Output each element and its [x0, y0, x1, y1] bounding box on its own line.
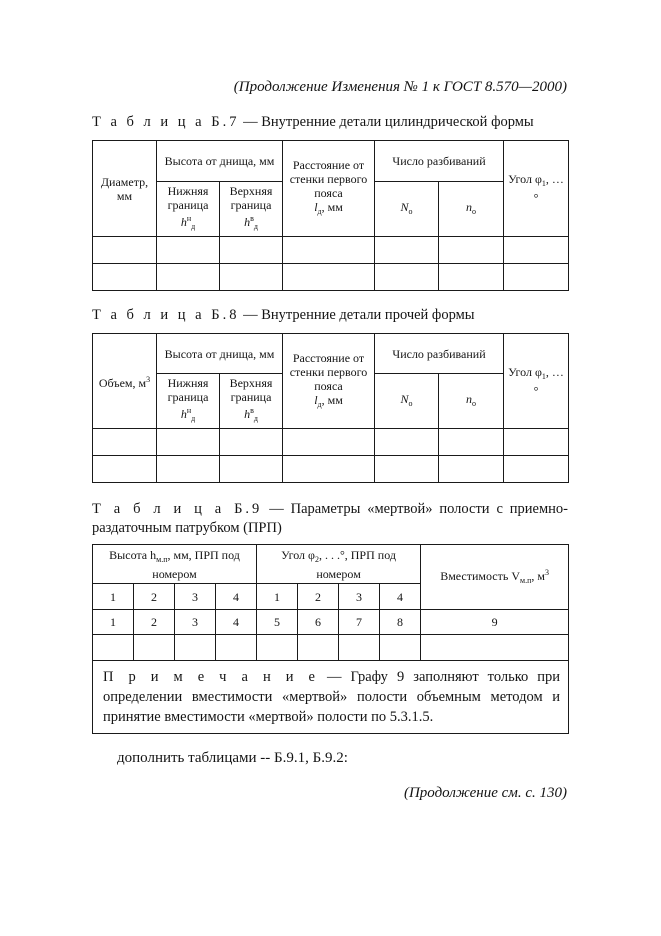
b8-n-symbol: n — [466, 391, 472, 406]
b9-height-tail: , мм, ПРП под номером — [152, 547, 240, 581]
b8-n-sub: о — [472, 398, 476, 408]
b7-upper-h: h — [244, 215, 251, 229]
b7-l-sub: д — [317, 207, 322, 216]
table-b8-caption-text: — Внутренние детали прочей формы — [239, 307, 475, 323]
b7-n-sub: о — [472, 206, 476, 216]
b7-l-symbol: l — [314, 200, 318, 214]
b8-col-height: Высота от днища, мм — [157, 334, 283, 374]
b9-note — [93, 661, 569, 734]
b8-angle-sub: 1 — [541, 371, 546, 381]
b8-col-lower — [157, 374, 220, 429]
b9-col-height — [93, 545, 257, 584]
b9-sub-num: 2 — [134, 584, 175, 610]
page-footer: (Продолжение см. с. 130) — [403, 785, 567, 801]
b9-col-num: 7 — [339, 610, 380, 635]
b9-col-num: 2 — [134, 610, 175, 635]
b9-angle-sub: 2 — [314, 554, 319, 564]
b8-volume-sup: 3 — [146, 374, 151, 384]
b9-note-text: — Графу 9 заполняют только при определении вместимости «мертвой» полости объемным методом и принятие вместимости «мертвой» полости по 5.3.1.5. — [103, 669, 561, 725]
table-row — [93, 635, 569, 661]
b9-col-num: 8 — [380, 610, 421, 635]
b8-distance-label: Расстояние от стенки первого пояса — [289, 350, 368, 393]
b7-col-angle — [504, 141, 569, 237]
b7-angle-tail: , …° — [533, 172, 564, 205]
b8-col-angle — [504, 334, 569, 429]
b8-lower-h: h — [180, 407, 187, 421]
table-b7 — [92, 140, 569, 291]
b8-distance-unit: , мм — [321, 392, 343, 407]
b9-sub-num: 1 — [93, 584, 134, 610]
b8-lower-sub: д — [191, 414, 196, 423]
b9-capacity-label: Вместимость V — [440, 569, 521, 583]
b9-col-num: 5 — [257, 610, 298, 635]
table-b7-caption — [92, 114, 534, 131]
b9-col-num: 3 — [175, 610, 216, 635]
b7-upper-sup: в — [250, 214, 254, 223]
table-b7-caption-text: — Внутренние детали цилиндрической формы — [239, 114, 534, 130]
b9-sub-num: 3 — [175, 584, 216, 610]
b8-col-distance — [283, 334, 375, 429]
amendment-text: дополнить таблицами -- Б.9.1, Б.9.2: — [117, 750, 348, 766]
table-b8 — [92, 333, 569, 483]
b8-angle-label: Угол φ — [508, 364, 542, 379]
b7-lower-label: Нижняя граница — [167, 184, 209, 212]
b9-sub-num: 2 — [298, 584, 339, 610]
b9-sub-num: 1 — [257, 584, 298, 610]
b9-angle-tail: , . . .°, ПРП под номером — [316, 547, 396, 581]
b7-angle-sub: 1 — [541, 179, 546, 188]
b9-col-num: 4 — [216, 610, 257, 635]
b8-angle-tail: , …° — [533, 364, 564, 398]
b8-N-sub: о — [408, 398, 413, 408]
table-b7-caption-label: Т а б л и ц а Б.7 — [92, 114, 240, 130]
b7-n-symbol: n — [466, 199, 472, 214]
b7-distance-unit: , мм — [321, 200, 343, 214]
b8-col-volume — [93, 334, 157, 429]
b9-sub-num: 4 — [380, 584, 421, 610]
b8-col-N — [375, 374, 439, 429]
b8-N-symbol: N — [400, 391, 409, 406]
table-b8-caption — [92, 307, 475, 324]
b8-l-sub: д — [317, 399, 322, 409]
b9-note-label: П р и м е ч а н и е — [103, 669, 318, 685]
b8-upper-label: Верхняя граница — [229, 376, 273, 404]
b7-col-lower — [157, 182, 220, 237]
table-row — [93, 429, 569, 456]
b7-col-upper — [220, 182, 283, 237]
table-b9-caption — [92, 500, 568, 538]
table-b8-caption-label: Т а б л и ц а Б.8 — [92, 307, 240, 323]
b8-upper-sub: д — [253, 414, 258, 423]
b9-col-num: 6 — [298, 610, 339, 635]
table-b9-caption-label: Т а б л и ц а Б.9 — [92, 501, 263, 517]
b9-capacity-sub: м.п — [520, 576, 532, 585]
b9-col-capacity — [421, 545, 569, 610]
b8-upper-sup: в — [250, 406, 254, 415]
b8-col-upper — [220, 374, 283, 429]
b8-l-symbol: l — [314, 392, 318, 407]
b7-lower-h: h — [180, 215, 187, 229]
b9-height-label: Высота h — [109, 547, 157, 562]
b9-capacity-unit: , м — [531, 569, 545, 583]
b8-upper-h: h — [244, 407, 251, 421]
b9-sub-num: 4 — [216, 584, 257, 610]
b9-height-sub: м.п — [156, 554, 168, 564]
b8-col-count: Число разбиваний — [375, 334, 504, 374]
b9-angle-label: Угол φ — [281, 547, 315, 562]
table-b9-caption-text: — Параметры «мертвой» полости с приемно-раздаточным патрубком (ПРП) — [92, 501, 568, 536]
b7-col-n — [439, 182, 504, 237]
b9-capacity-sup: 3 — [544, 568, 549, 577]
table-b9 — [92, 544, 569, 734]
b8-lower-label: Нижняя граница — [167, 376, 209, 404]
b8-col-n — [439, 374, 504, 429]
b7-distance-label: Расстояние от стенки первого пояса — [289, 158, 368, 200]
b7-col-distance — [283, 141, 375, 237]
b9-sub-num: 3 — [339, 584, 380, 610]
b9-col-angle — [257, 545, 421, 584]
b7-lower-sub: д — [191, 222, 196, 231]
b9-col-num: 1 — [93, 610, 134, 635]
b7-upper-sub: д — [253, 222, 258, 231]
b7-lower-sup: н — [186, 214, 192, 223]
b7-N-symbol: N — [400, 199, 409, 214]
b9-col-num: 9 — [421, 610, 569, 635]
b7-angle-label: Угол φ — [508, 172, 542, 186]
b7-col-count: Число разбиваний — [375, 141, 504, 182]
b7-col-diameter: Диаметр, мм — [93, 141, 157, 237]
b7-upper-label: Верхняя граница — [229, 184, 273, 212]
b8-lower-sup: н — [186, 406, 192, 415]
table-row — [93, 237, 569, 264]
b7-col-N — [375, 182, 439, 237]
b8-volume-label: Объем, м — [98, 375, 147, 390]
table-row — [93, 264, 569, 291]
b7-N-sub: о — [408, 206, 413, 216]
table-row — [93, 456, 569, 483]
b7-col-height: Высота от днища, мм — [157, 141, 283, 182]
page-header: (Продолжение Изменения № 1 к ГОСТ 8.570—2000) — [233, 79, 567, 95]
